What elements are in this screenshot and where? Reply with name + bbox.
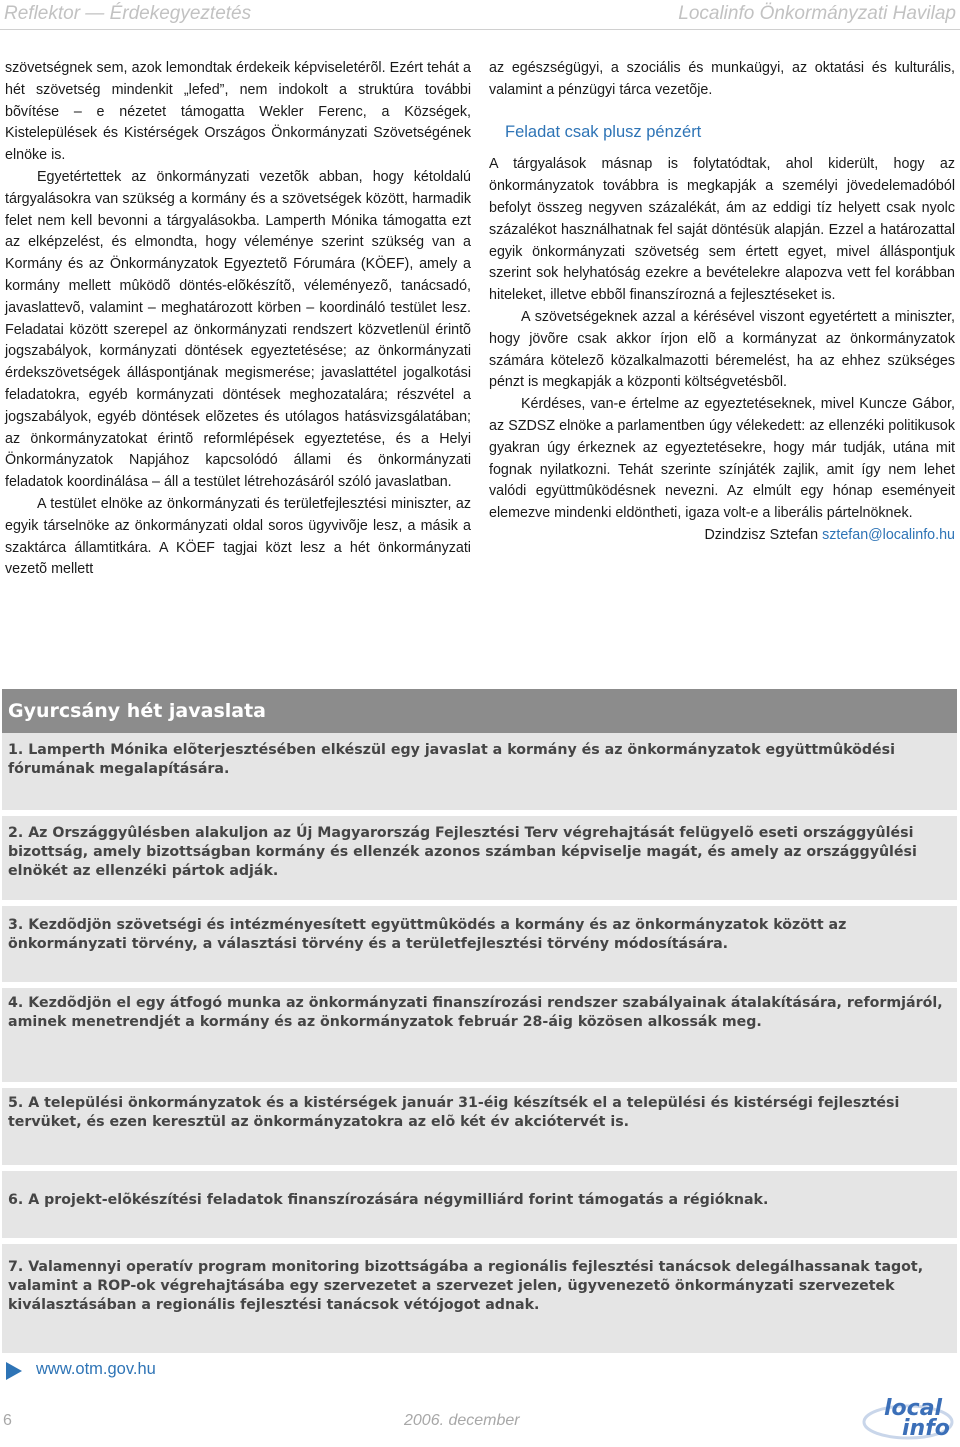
paragraph: szövetségnek sem, azok lemondtak érdekeik képviseletérõl. Ezért tehát a hét szövetség mindenkit „lefed”, nem indokolt a struktúra további bõvítése – e nézetet támogatta Wekler Ferenc, a Községek, Kistelepülések és Kistérségek Országos Önkormányzati Szövetségének elnöke is. bbox=[5, 60, 471, 164]
page-number: 6 bbox=[3, 1412, 12, 1429]
publication-title: Localinfo Önkormányzati Havilap bbox=[678, 3, 956, 24]
divider bbox=[2, 810, 957, 816]
paragraph: A szövetségeknek azzal a kérésével viszont egyetértett a miniszter, hogy jövõre csak akkor írjon elõ a kormányzat az önkormányzatok számára kötelezõ közalkalmazotti béremelést, ha az ehhez szükséges pénzt is megkapják a központi költségvetésbõl. bbox=[489, 308, 955, 391]
right-column bbox=[489, 58, 955, 547]
proposal-item: 1. Lamperth Mónika elõterjesztésében elkészül egy javaslat a kormány és az önkormányzatok együttmûködési fórumának megalapítására. bbox=[8, 742, 895, 777]
author-email-link[interactable]: sztefan@localinfo.hu bbox=[822, 526, 955, 543]
paragraph: Kérdéses, van-e értelme az egyeztetéseknek, mivel Kuncze Gábor, az SZDSZ elnöke a parlamentben úgy vélekedett: az ellenzéki politikusok gyakran úgy érkeznek az egyeztetésekre, hogy már tudják, utána mit fognak nyilatkozni. Tehát szerinte színjáték zajlik, amit így nem lehet valódi együttmûködésnek nevezni. Az elmúlt egy hónap eseményeit elemezve mindenki eldöntheti, igaza volt-e a liberális pártelnöknek. bbox=[489, 396, 955, 522]
reference-link[interactable]: www.otm.gov.hu bbox=[36, 1360, 156, 1378]
triangle-arrow-icon bbox=[6, 1362, 22, 1380]
divider bbox=[2, 1165, 957, 1171]
proposal-item: 4. Kezdõdjön el egy átfogó munka az önkormányzati finanszírozási rendszer szabályainak átalakítására, reformjáról, aminek menetrendjét a kormány és az önkormányzatok február 28-áig közösen alkossák meg. bbox=[8, 995, 943, 1030]
author-signature bbox=[489, 525, 955, 547]
proposal-item: 3. Kezdõdjön szövetségi és intézményesített együttmûködés a kormány és az önkormányzatok között az önkormányzati törvény, a választási törvény és a területfejlesztési törvény módosítására. bbox=[8, 917, 847, 952]
proposal-item: 2. Az Országgyûlésben alakuljon az Új Magyarország Fejlesztési Terv végrehajtását felügyelõ eseti országgyûlési bizottság, amely bizottságban kormány és ellenzék azonos számban képviselje magát, és amely az országgyûlési elnökét az ellenzéki pártok adják. bbox=[8, 825, 917, 879]
proposal-item: 7. Valamennyi operatív program monitoring bizottságába a regionális fejlesztési tanácsok delegálhassanak tagot, valamint a ROP-ok végrehajtásába egy szervezetet a szervezet jelen, ügyvenezetõ önkormányzati szervezetek kiválasztásában a regionális fejlesztési tanácsok vétójogot adnak. bbox=[8, 1259, 924, 1313]
divider bbox=[2, 1238, 957, 1244]
proposal-item: 6. A projekt-elõkészítési feladatok finanszírozására négymilliárd forint támogatás a régióknak. bbox=[8, 1192, 769, 1208]
proposal-item: 5. A települési önkormányzatok és a kistérségek január 31-éig készítsék el a települési és kistérségi fejlesztési tervüket, és ezen keresztül az önkormányzatokra az elõ két év akciótervét is. bbox=[8, 1095, 900, 1130]
logo-text-local: local bbox=[884, 1396, 943, 1421]
subheading: Feladat csak plusz pénzért bbox=[505, 122, 702, 141]
divider bbox=[2, 1082, 957, 1088]
box-title: Gyurcsány hét javaslata bbox=[2, 689, 957, 733]
header-rule bbox=[0, 29, 960, 30]
paragraph: A testület elnöke az önkormányzati és területfejlesztési miniszter, az egyik társelnöke az önkormányzati oldal soros ügyvivõje lesz, a másik a szaktárca államtitkára. A KÖEF tagjai közt lesz a hét önkormányzati vezetõ mellett bbox=[5, 495, 471, 578]
logo-text-info: info bbox=[902, 1416, 950, 1441]
divider bbox=[2, 900, 957, 906]
issue-date: 2006. december bbox=[404, 1412, 520, 1429]
section-title: Reflektor — Érdekegyeztetés bbox=[4, 3, 252, 24]
proposals-box bbox=[2, 689, 957, 1353]
running-header bbox=[0, 0, 960, 28]
author-name: Dzindzisz Sztefan bbox=[704, 526, 819, 543]
left-column bbox=[5, 58, 471, 581]
paragraph: A tárgyalások másnap is folytatódtak, ahol kiderült, hogy az önkormányzatok továbbra is megkapják a személyi jövedelemadóból befolyt összeg negyven százalékát, ám az eddigi tíz helyett csak nyolc százalékot használhatnak fel saját döntésük alapján. Ezzel a határozattal egyik önkormányzati szövetség sem értett egyet, mivel álláspontjuk szerint sok helyhatóság ezekre a bevételekre alapozva vett fel korábban hiteleket, illetve ebbõl finanszírozná a fejlesztéseket is. bbox=[489, 156, 955, 304]
divider bbox=[2, 982, 957, 988]
localinfo-logo bbox=[862, 1398, 954, 1442]
paragraph: Egyetértettek az önkormányzati vezetõk abban, hogy kétoldalú tárgyalásokra van szükség a kormány és a szövetségek között, harmadik felet nem kell bevonni a tárgyalásokba. Lamperth Mónika támogatta ezt az elképzelést, és elmondta, hogy véleménye szerint szükség van a Kormány és az Önkormányzatok Egyeztetõ Fórumára (KÖEF), amely a kormány mellett mûködõ döntés-elõkészítõ, véleményezõ, tanácsadó, javaslattevõ, valamint – meghatározott körben – koordináló testület lesz. Feladatai között szerepel az önkormányzati rendszert közvetlenül érintõ jogszabályok, kormányzati döntések egyeztetésése; az önkormányzati érdekszövetségek álláspontjának megismerése; javaslattétel jogalkotási feladatokra, egyéb kormányzati döntések meghozatalára; részvétel a jogszabályok, egyéb döntések elõzetes és utólagos hatásvizsgálatában; az önkormányzatokat érintõ reformlépések egyeztetése, és a Helyi Önkormányzatok Napjához kapcsolódó állami és önkormányzati feladatok koordinálása – áll a testület létrehozásáról szóló javaslatban. bbox=[5, 168, 471, 491]
paragraph: az egészségügyi, a szociális és munkaügyi, az oktatási és kulturális, valamint a pénzügyi tárca vezetõje. bbox=[489, 60, 955, 98]
